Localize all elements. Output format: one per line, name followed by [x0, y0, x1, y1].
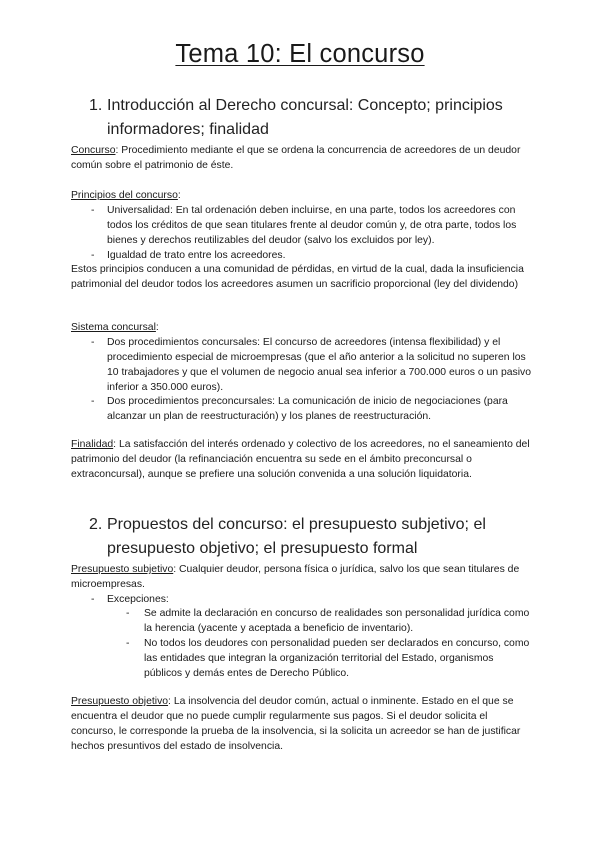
- bullet-dash: -: [91, 594, 95, 605]
- finalidad-paragraph: [71, 437, 531, 482]
- list-item-text: No todos los deudores con personalidad pueden ser declarados en concurso, como las entidades que integran la organización territorial del Estado, organismos públicos y demás entes de Derecho Público.: [144, 638, 530, 680]
- list-item-text: Universalidad: En tal ordenación deben incluirse, en una parte, todos los acreedores con todos los créditos de que sean titulares frente al deudor común y, de otra parte, todos los bienes y derechos reutilizables del deudor (salvo los excluidos por ley).: [107, 205, 517, 247]
- page-title: Tema 10: El concurso: [175, 40, 425, 68]
- sistema-label: Sistema concursal: [71, 322, 156, 333]
- bullet-dash: -: [126, 608, 130, 619]
- excepciones-label: Excepciones:: [107, 594, 169, 605]
- principios-colon: :: [177, 190, 181, 201]
- principios-paragraph: Estos principios conducen a una comunidad de pérdidas, en virtud de la cual, dada la insuficiencia patrimonial del deudor todos los acreedores asumen un sacrificio proporcional (ley del dividendo): [71, 264, 524, 291]
- list-item: [126, 636, 531, 681]
- subjetivo-label: Presupuesto subjetivo: [71, 564, 174, 575]
- concurso-definition: [71, 143, 531, 173]
- list-item-text: Se admite la declaración en concurso de realidades son personalidad jurídica como la herencia (yacente y aceptada a beneficio de inventario).: [144, 608, 530, 635]
- concurso-label: Concurso: [71, 145, 116, 156]
- list-item: [91, 592, 531, 607]
- objetivo-label: Presupuesto objetivo: [71, 696, 169, 707]
- finalidad-text: : La satisfacción del interés ordenado y colectivo de los acreedores, no el saneamiento del patrimonio del deudor (la refinanciación encuentra su sede en el ámbito preconcursal o extraconcursal), aunque se prefiere una solución convenida a una solución liquidatoria.: [71, 439, 530, 481]
- section-1-heading-text: Introducción al Derecho concursal: Concepto; principios informadores; finalidad: [107, 97, 503, 138]
- concurso-text: : Procedimiento mediante el que se ordena la concurrencia de acreedores de un deudor común sobre el patrimonio de éste.: [71, 145, 521, 172]
- section-1-number: 1.: [89, 97, 103, 114]
- bullet-dash: -: [91, 396, 95, 407]
- list-item-text: Dos procedimientos concursales: El concurso de acreedores (intensa flexibilidad) y el procedimiento especial de microempresas (que el año anterior a la solicitud no superen los 10 trabajadores y que el volumen de negocio anual sea inferior a 700.000 euros o un pasivo inferior a 350.000 euros).: [107, 337, 531, 394]
- list-item: [126, 606, 531, 636]
- subjetivo-paragraph: [71, 562, 531, 592]
- principios-heading: [71, 188, 531, 203]
- section-2-heading-text: Propuestos del concurso: el presupuesto subjetivo; el presupuesto objetivo; el presupuesto formal: [107, 516, 486, 557]
- sistema-heading: [71, 320, 531, 335]
- finalidad-label: Finalidad: [71, 439, 114, 450]
- section-2-number: 2.: [89, 516, 103, 533]
- objetivo-paragraph: [71, 694, 531, 754]
- sistema-colon: :: [155, 322, 159, 333]
- list-item-text: Igualdad de trato entre los acreedores.: [107, 250, 286, 261]
- bullet-dash: -: [126, 638, 130, 649]
- subjetivo-text: : Cualquier deudor, persona física o jurídica, salvo los que sean titulares de microempresas.: [71, 564, 520, 591]
- list-item: [91, 335, 531, 395]
- list-item: [91, 203, 531, 248]
- section-1-heading: [89, 94, 529, 142]
- list-item: [91, 394, 531, 424]
- objetivo-text: : La insolvencia del deudor común, actual o inminente. Estado en el que se encuentra el deudor que no puede cumplir regularmente sus pagos. Si el deudor solicita el concurso, le corresponde la prueba de la insolvencia, si la solicita un acreedor se han de justificar hechos presuntivos del estado de insolvencia.: [71, 696, 521, 753]
- section-2-heading: [89, 513, 529, 561]
- bullet-dash: -: [91, 337, 95, 348]
- bullet-dash: -: [91, 250, 95, 261]
- list-item: [91, 248, 531, 263]
- bullet-dash: -: [91, 205, 95, 216]
- list-item-text: Dos procedimientos preconcursales: La comunicación de inicio de negociaciones (para alcanzar un plan de reestructuración) y los planes de reestructuración.: [107, 396, 508, 423]
- principios-label: Principios del concurso: [71, 190, 178, 201]
